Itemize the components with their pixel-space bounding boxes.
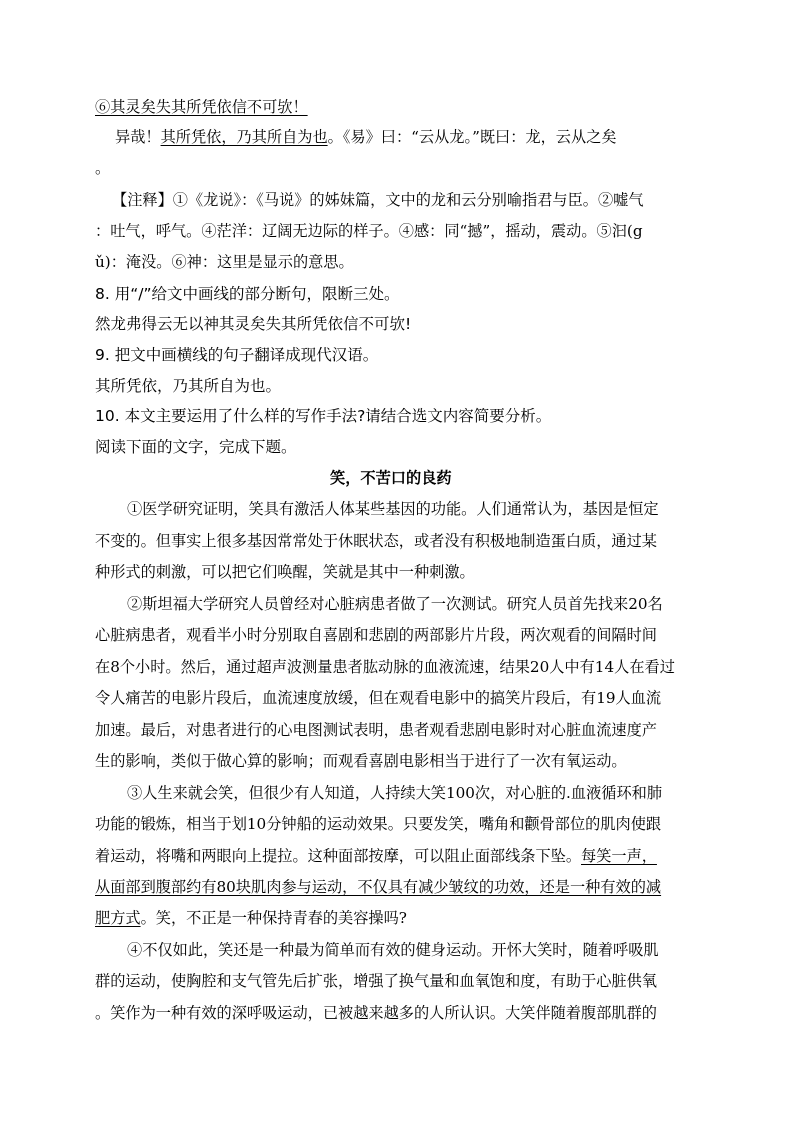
article-p3-line-3-pre: 着运动，将嘴和两眼向上提拉。这种面部按摩，可以阻止面部线条下坠。 [95, 847, 581, 865]
question-8: 8. 用“/”给文中画线的部分断句，限断三处。 [95, 285, 400, 303]
classical-line-2-pre: 异哉！ [115, 128, 161, 146]
article-p1-line-3: 种形式的刺激，可以把它们唤醒，笑就是其中一种刺激。 [95, 563, 475, 581]
article-p3-underlined-start: 每笑一声， [581, 847, 657, 865]
article-p2-line-2: 心脏病患者，观看半小时分别取自喜剧和悲剧的两部影片片段，两次观看的间隔时间 [95, 626, 657, 644]
article-p2-line-6: 生的影响，类似于做心算的影响；而观看喜剧电影相当于进行了一次有氧运动。 [95, 752, 627, 770]
classical-line-2-post: 。《易》曰：“云从龙。”既曰：龙，云从之矣 [327, 128, 617, 146]
article-p2-line-3: 在8个小时。然后，通过超声波测量患者肱动脉的血液流速，结果20人中有14人在看过 [95, 658, 675, 676]
question-9: 9. 把文中画横线的句子翻译成现代汉语。 [95, 346, 379, 364]
question-10: 10. 本文主要运用了什么样的写作手法?请结合选文内容简要分析。 [95, 407, 552, 425]
article-title: 笑，不苦口的良药 [330, 469, 452, 487]
article-p3-line-3 [95, 846, 657, 866]
article-p3-line-1: ③人生来就会笑，但很少有人知道，人持续大笑100次，对心脏的.血液循环和肺 [127, 784, 663, 802]
article-p4-line-1: ④不仅如此，笑还是一种最为简单而有效的健身运动。开怀大笑时，随着呼吸肌 [127, 941, 659, 959]
article-p3-underlined-line: 从面部到腹部约有80块肌肉参与运动，不仅具有减少皱纹的功效，还是一种有效的减 [95, 878, 662, 896]
classical-line-1: ⑥其灵矣失其所凭依信不可欤！ [95, 98, 308, 116]
article-p2-line-5: 加速。最后，对患者进行的心电图测试表明，患者观看悲剧电影时对心脏血流速度产 [95, 721, 657, 739]
question-9-text: 其所凭依，乃其所自为也。 [95, 377, 282, 395]
reading-intro: 阅读下面的文字，完成下题。 [95, 438, 297, 456]
classical-line-2 [115, 127, 617, 147]
article-p1-line-2: 不变的。但事实上很多基因常常处于休眠状态，或者没有积极地制造蛋白质，通过某 [95, 532, 657, 550]
article-p3-line-5-post: 。笑，不正是一种保持青春的美容操吗? [140, 909, 407, 927]
article-p3-line-2: 功能的锻炼，相当于划10分钟船的运动效果。只要发笑，嘴角和颧骨部位的肌肉使跟 [95, 815, 662, 833]
article-p3-underlined-end: 肥方式 [95, 909, 141, 927]
question-8-text: 然龙弗得云无以神其灵矣失其所凭依信不可欤! [95, 315, 412, 333]
annotation-line-3: ǔ)：淹没。⑥神：这里是显示的意思。 [95, 253, 354, 271]
article-p2-line-4: 令人痛苦的电影片段后，血流速度放缓，但在观看电影中的搞笑片段后，有19人血流 [95, 689, 662, 707]
article-p4-line-3: 。笑作为一种有效的深呼吸运动，已被越来越多的人所认识。大笑伴随着腹部肌群的 [95, 1004, 657, 1022]
annotation-line-1: 【注释】①《龙说》：《马说》的姊妹篇，文中的龙和云分别喻指君与臣。②嘘气 [112, 191, 644, 209]
article-p4-line-2: 群的运动，使胸腔和支气管先后扩张，增强了换气量和血氧饱和度，有助于心脏供氧 [95, 972, 657, 990]
classical-underlined-sentence: 其所凭依，乃其所自为也 [160, 128, 328, 146]
article-p1-line-1: ①医学研究证明，笑具有激活人体某些基因的功能。人们通常认为，基因是恒定 [127, 500, 659, 518]
article-p2-line-1: ②斯坦福大学研究人员曾经对心脏病患者做了一次测试。研究人员首先找来20名 [127, 595, 663, 613]
classical-line-3: 。 [95, 159, 111, 177]
annotation-line-2: ：吐气，呼气。④茫洋：辽阔无边际的样子。④感：同“撼”，摇动，震动。⑤汩(g [95, 222, 643, 240]
article-p3-line-5 [95, 908, 407, 928]
